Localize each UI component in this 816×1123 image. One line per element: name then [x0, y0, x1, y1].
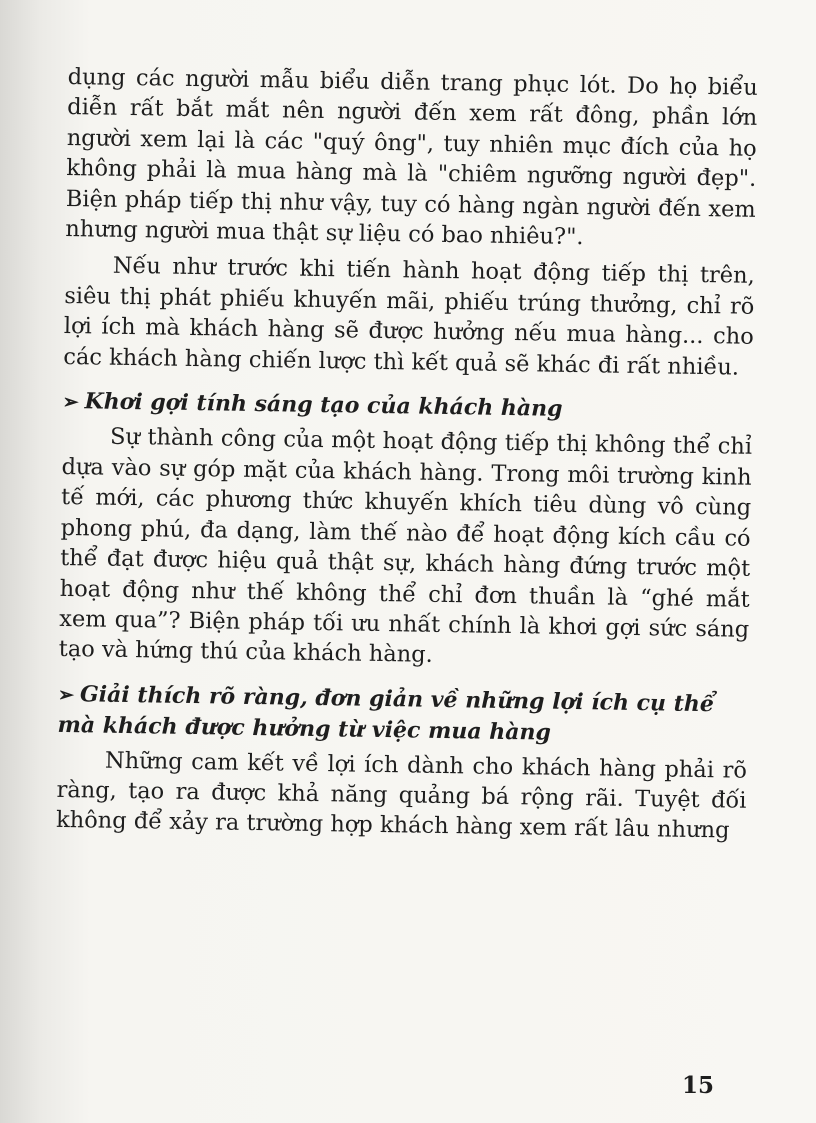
section-heading-2	[57, 679, 748, 752]
arrow-bullet-icon: ➢	[57, 683, 75, 706]
section-heading-1	[62, 386, 752, 428]
section-heading-2-text: Giải thích rõ ràng, đơn giản về những lợi ích cụ thể mà khách được hưởng từ việc mua hàng	[57, 680, 715, 746]
arrow-bullet-icon: ➢	[62, 391, 79, 414]
paragraph-3: Sự thành công của một hoạt động tiếp thị không thể chỉ dựa vào sự góp mặt của khách hàng. Trong môi trường kinh tế mới, các phương thức khuyến khích tiêu dùng vô cùng phong phú, đa dạng, làm thế nào để hoạt động kích cầu có thể đạt được hiệu quả thật sự, khách hàng đứng trước một hoạt động như thế không thể chỉ đơn thuần là “ghé mắt xem qua”? Biện pháp tối ưu nhất chính là khơi gợi sức sáng tạo và hứng thú của khách hàng.	[58, 424, 753, 669]
page-number: 15	[682, 1072, 715, 1099]
body-text	[56, 62, 758, 852]
paragraph-2: Nếu như trước khi tiến hành hoạt động tiếp thị trên, siêu thị phát phiếu khuyến mãi, phiếu trúng thưởng, chỉ rõ lợi ích mà khách hàng sẽ được hưởng nếu mua hàng... cho các khách hàng chiến lược thì kết quả sẽ khác đi rất nhiều.	[63, 253, 755, 381]
paragraph-1: dụng các người mẫu biểu diễn trang phục lót. Do họ biểu diễn rất bắt mắt nên người đến xem rất đông, phần lớn người xem lại là các "quý ông", tuy nhiên mục đích của họ không phải là mua hàng mà là "chiêm ngưỡng người đẹp". Biện pháp tiếp thị như vậy, tuy có hàng ngàn người đến xem nhưng người mua thật sự liệu có bao nhiêu?".	[65, 63, 758, 251]
section-heading-1-text: Khơi gợi tính sáng tạo của khách hàng	[84, 388, 563, 422]
paragraph-4: Những cam kết về lợi ích dành cho khách hàng phải rõ ràng, tạo ra được khả năng quảng bá rộng rãi. Tuyệt đối không để xảy ra trường hợp khách hàng xem rất lâu nhưng	[55, 747, 748, 844]
